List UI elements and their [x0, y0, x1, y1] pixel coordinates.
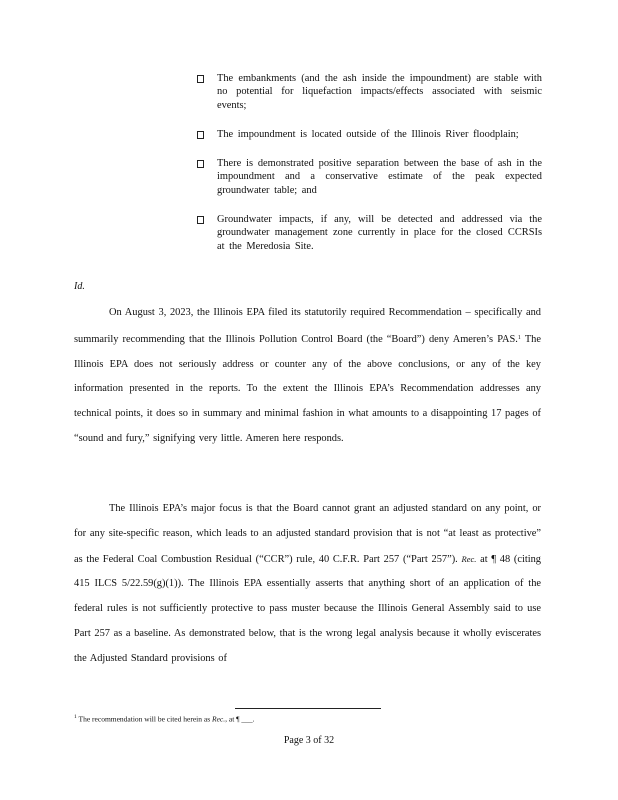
footnote-tail: , at ¶ ___. — [225, 714, 255, 724]
footnote — [74, 714, 255, 724]
footnote-text: The recommendation will be cited herein as — [78, 714, 211, 724]
bullet-text: Groundwater impacts, if any, will be detected and addressed via the groundwater management zone currently in place for the closed CCRSIs at the Meredosia Site. — [217, 214, 542, 252]
paragraph-text: at ¶ 48 (citing 415 ILCS 5/22.59(g)(1)). The Illinois EPA essentially asserts that anything short of an application of the federal rules is not sufficiently protective to pass muster because the Illinois General Assembly said to use Part 257 as a baseline. As demonstrated below, that is the wrong legal analysis because it wholly eviscerates the Adjusted Standard provisions of — [74, 553, 541, 664]
bullet-text: The impoundment is located outside of the Illinois River floodplain; — [217, 128, 519, 140]
footnote-citation: Rec. — [212, 714, 226, 724]
bullet-text: The embankments (and the ash inside the impoundment) are stable with no potential for liquefaction impacts/effects associated with seismic events; — [217, 73, 542, 111]
bullet-box-icon — [197, 131, 204, 139]
paragraph-text: The Illinois EPA’s major focus is that the Board cannot grant an adjusted standard on any point, or for any site-specific reason, which leads to an adjusted standard provision that is not “at least as protective” as the Federal Coal Combustion Residual (“CCR”) rule, 40 C.F.R. Part 257 (“Part 257”). — [74, 503, 541, 565]
paragraph-text: The Illinois EPA does not seriously address or counter any of the above conclusions, or any of the key information presented in the reports. To the extent the Illinois EPA’s Recommendation addresses any technical points, it does so in summary and minimal fashion in what amounts to a disappointing 17 pages of “sound and fury,” signifying very little. Ameren here responds. — [74, 333, 541, 444]
bullet-box-icon — [197, 160, 204, 168]
bullet-item — [197, 213, 542, 253]
record-citation: Rec. — [461, 553, 477, 564]
footnote-marker: 1 — [517, 334, 521, 341]
bullet-item — [197, 72, 542, 112]
footnote-divider — [235, 708, 381, 709]
body-paragraph — [74, 497, 541, 672]
bullet-item — [197, 157, 542, 197]
bullet-text: There is demonstrated positive separation between the base of ash in the impoundment and a conservative estimate of the peak expected groundwater table; and — [217, 158, 542, 196]
bullet-list — [197, 72, 542, 269]
footnote-number: 1 — [74, 714, 77, 720]
bullet-box-icon — [197, 216, 204, 224]
bullet-item — [197, 128, 542, 141]
id-citation: Id. — [74, 281, 85, 292]
page-number: Page 3 of 32 — [283, 735, 335, 746]
paragraph-text: On August 3, 2023, the Illinois EPA filed its statutorily required Recommendation – specifically and summarily recommending that the Illinois Pollution Control Board (the “Board”) deny Ameren’s PAS. — [74, 307, 541, 345]
bullet-box-icon — [197, 75, 204, 83]
body-paragraph — [74, 301, 541, 452]
